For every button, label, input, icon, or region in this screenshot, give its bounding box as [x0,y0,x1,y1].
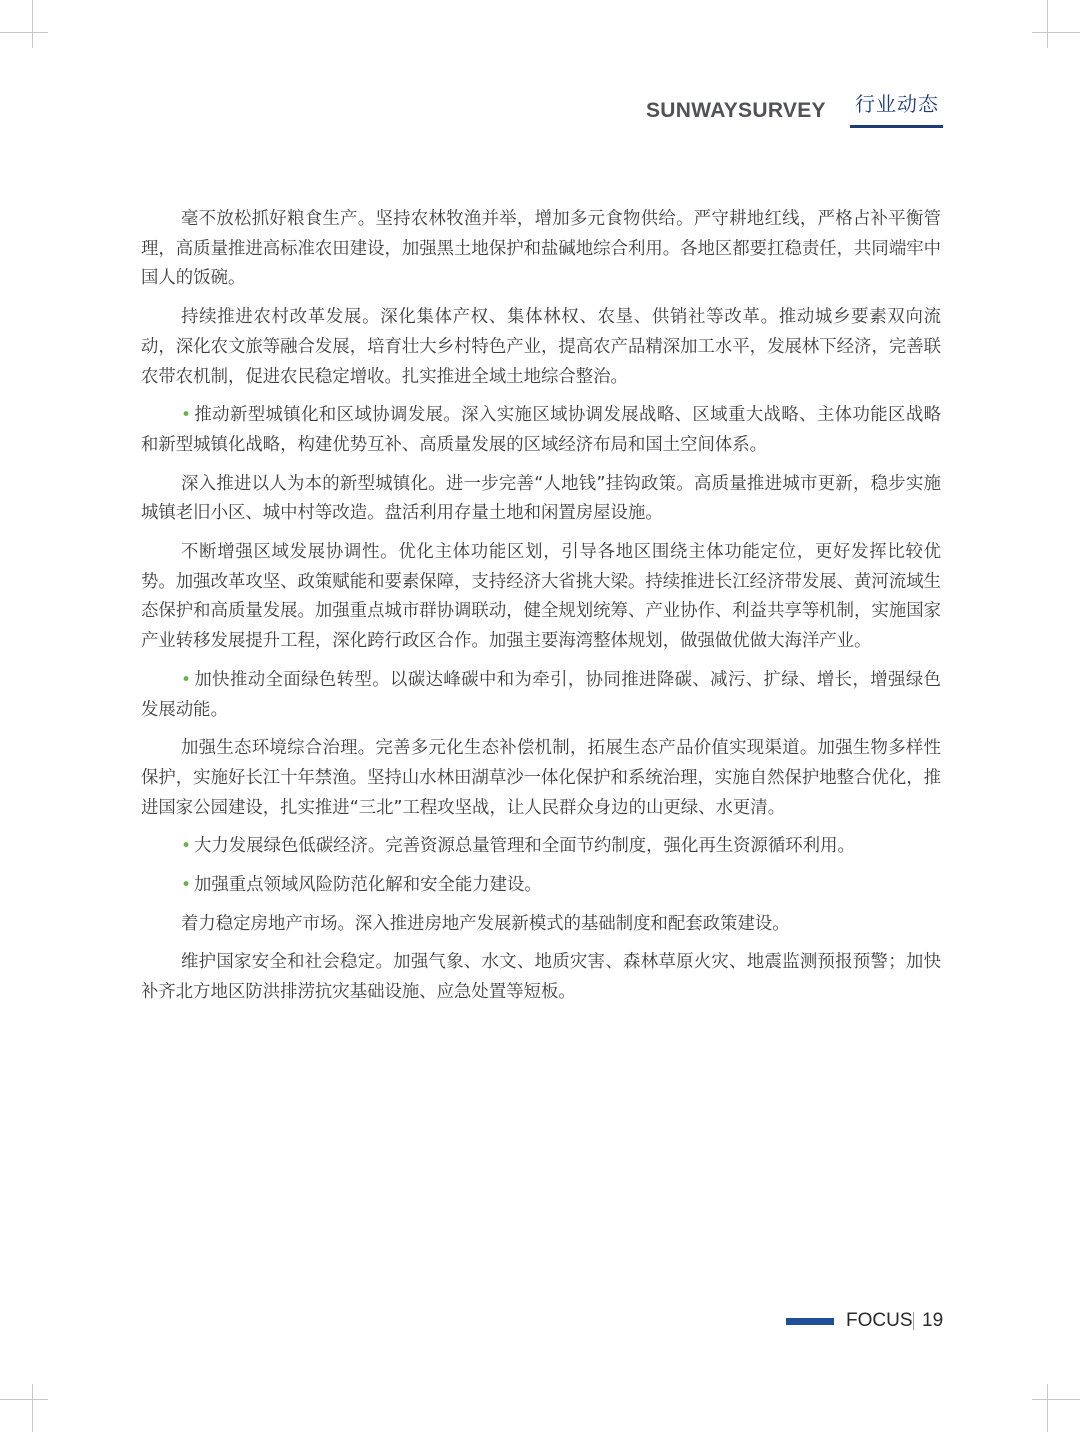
paragraph-text: 不断增强区域发展协调性。优化主体功能区划，引导各地区围绕主体功能定位，更好发挥比较优势。加强改革攻坚、政策赋能和要素保障，支持经济大省挑大梁。持续推进长江经济带发展、黄河流域生态保护和高质量发展。加强重点城市群协调联动，健全规划统筹、产业协作、利益共享等机制，实施国家产业转移发展提升工程，深化跨行政区合作。加强主要海湾整体规划，做强做优做大海洋产业。 [141,542,941,652]
paragraph-text: 持续推进农村改革发展。深化集体产权、集体林权、农垦、供销社等改革。推动城乡要素双向流动，深化农文旅等融合发展，培育壮大乡村特色产业，提高农产品精深加工水平，发展林下经济，完善联农带农机制，促进农民稳定增收。扎实推进全域土地综合整治。 [141,307,941,387]
page-number: 19 [922,1310,944,1331]
bullet-dot-icon: • [181,836,192,857]
paragraph-text: 大力发展绿色低碳经济。完善资源总量管理和全面节约制度，强化再生资源循环利用。 [194,836,855,857]
section-underline [850,125,943,128]
paragraph [141,832,941,862]
brand-logo: SUNWAYSURVEY [646,99,826,122]
footer-accent-bar [786,1318,834,1325]
paragraph-text: 维护国家安全和社会稳定。加强气象、水文、地质灾害、森林草原火灾、地震监测预报预警；加快补齐北方地区防洪排涝抗灾基础设施、应急处置等短板。 [141,952,941,1003]
paragraph [141,401,941,460]
footer-label: FOCUS [846,1310,913,1331]
paragraph [141,470,941,529]
crop-mark [0,1399,48,1400]
paragraph-text: 加强生态环境综合治理。完善多元化生态补偿机制，拓展生态产品价值实现渠道。加强生物多样性保护，实施好长江十年禁渔。坚持山水林田湖草沙一体化保护和系统治理，实施自然保护地整合优化，推进国家公园建设，扎实推进“三北”工程攻坚战，让人民群众身边的山更绿、水更清。 [141,738,941,818]
paragraph [141,303,941,392]
crop-mark [0,32,48,33]
footer-divider [913,1312,914,1330]
crop-mark [32,1384,33,1432]
bullet-dot-icon: • [181,875,192,896]
article-body [141,205,941,1017]
paragraph [141,734,941,823]
paragraph [141,666,941,725]
paragraph [141,538,941,657]
crop-mark [1047,1384,1048,1432]
crop-mark [1032,32,1080,33]
paragraph [141,871,941,901]
paragraph-text: 加快推动全面绿色转型。以碳达峰碳中和为牵引，协同推进降碳、减污、扩绿、增长，增强绿色发展动能。 [141,669,941,720]
paragraph [141,205,941,294]
paragraph-text: 毫不放松抓好粮食生产。坚持农林牧渔并举，增加多元食物供给。严守耕地红线，严格占补平衡管理，高质量推进高标准农田建设，加强黑土地保护和盐碱地综合利用。各地区都要扛稳责任，共同端牢中国人的饭碗。 [141,209,941,289]
crop-mark [1032,1399,1080,1400]
paragraph [141,948,941,1007]
section-title: 行业动态 [855,92,939,116]
paragraph-text: 深入推进以人为本的新型城镇化。进一步完善“人地钱”挂钩政策。高质量推进城市更新，稳步实施城镇老旧小区、城中村等改造。盘活利用存量土地和闲置房屋设施。 [141,473,941,524]
paragraph [141,910,941,940]
bullet-dot-icon: • [181,669,192,690]
crop-mark [1047,0,1048,48]
bullet-dot-icon: • [181,405,192,426]
crop-mark [32,0,33,48]
paragraph-text: 加强重点领域风险防范化解和安全能力建设。 [194,875,542,896]
paragraph-text: 着力稳定房地产市场。深入推进房地产发展新模式的基础制度和配套政策建设。 [181,913,790,934]
paragraph-text: 推动新型城镇化和区域协调发展。深入实施区域协调发展战略、区域重大战略、主体功能区战略和新型城镇化战略，构建优势互补、高质量发展的区域经济布局和国土空间体系。 [141,405,941,455]
